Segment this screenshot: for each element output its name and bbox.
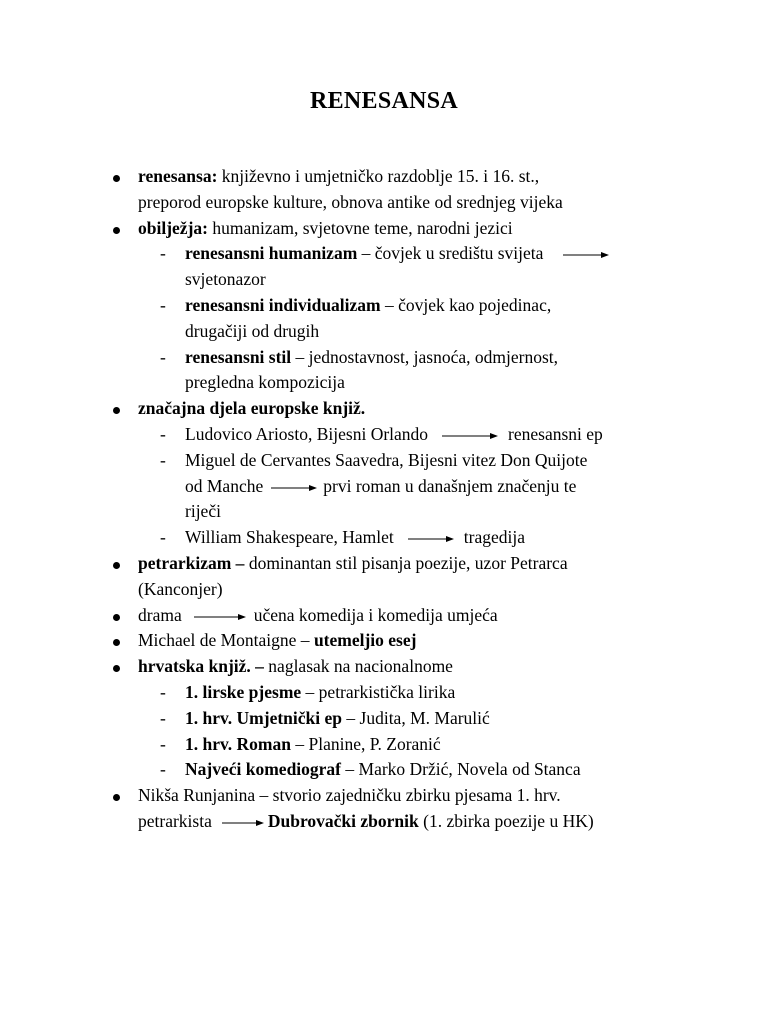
- definition: učena komedija i komedija umjeća: [253, 604, 498, 625]
- term: renesansni stil: [185, 346, 292, 367]
- bullet-icon: [113, 562, 120, 569]
- list-item-djela: [0, 396, 768, 422]
- term: 1. hrv. Roman: [185, 733, 291, 754]
- dash-marker: -: [160, 759, 166, 780]
- definition: humanizam, svjetovne teme, narodni jezici: [207, 217, 513, 238]
- genre-continued: riječi: [185, 501, 221, 522]
- dash-marker: -: [160, 681, 166, 702]
- term: značajna djela europske knjiž.: [138, 398, 366, 419]
- definition: – čovjek kao pojedinac,: [380, 294, 552, 315]
- list-item-montaigne: [0, 628, 768, 654]
- genre: prvi roman u današnjem značenju te: [323, 475, 577, 496]
- genre: tragedija: [463, 527, 525, 548]
- definition: naglasak na nacionalnome: [263, 656, 453, 677]
- definition: Nikša Runjanina – stvorio zajedničku zbirku pjesama 1. hrv.: [138, 785, 561, 806]
- definition-continued: pregledna kompozicija: [185, 372, 345, 393]
- work-title: Miguel de Cervantes Saavedra, Bijesni vitez Don Quijote: [185, 449, 588, 470]
- bullet-icon: [113, 665, 120, 672]
- term: renesansni humanizam: [185, 243, 358, 264]
- term: obilježja:: [138, 217, 208, 238]
- document-body: [0, 164, 768, 835]
- term: drama: [138, 604, 182, 625]
- right-arrow-icon: [563, 251, 609, 259]
- definition: – Planine, P. Zoranić: [290, 733, 441, 754]
- sub-item: [0, 241, 768, 267]
- term: Najveći komediograf: [185, 759, 342, 780]
- right-arrow-icon: [194, 613, 246, 621]
- term: renesansni individualizam: [185, 294, 381, 315]
- dash-marker: -: [160, 527, 166, 548]
- work-title: Ludovico Ariosto, Bijesni Orlando: [185, 423, 429, 444]
- sub-item: [0, 680, 768, 706]
- term: 1. hrv. Umjetnički ep: [185, 707, 343, 728]
- list-item-runjanina: [0, 783, 768, 809]
- work-title: William Shakespeare, Hamlet: [185, 527, 394, 548]
- definition-continued: drugačiji od drugih: [185, 320, 320, 341]
- definition-continued: preporod europske kulture, obnova antike od srednjeg vijeka: [138, 191, 563, 212]
- note: (1. zbirka poezije u HK): [418, 810, 594, 831]
- definition-continued: svjetonazor: [185, 269, 266, 290]
- list-item-hrvatska: [0, 654, 768, 680]
- definition: dominantan stil pisanja poezije, uzor Petrarca: [244, 552, 568, 573]
- sub-item: [0, 422, 768, 448]
- definition: – Marko Držić, Novela od Stanca: [341, 759, 581, 780]
- definition: – Judita, M. Marulić: [342, 707, 490, 728]
- list-item-petrarkizam: [0, 551, 768, 577]
- document-title: RENESANSA: [309, 88, 459, 114]
- bullet-icon: [113, 639, 120, 646]
- definition-continued: petrarkista: [138, 810, 212, 831]
- dash-marker: -: [160, 346, 166, 367]
- work-title-continued: od Manche: [185, 475, 264, 496]
- bullet-icon: [113, 407, 120, 414]
- bullet-icon: [113, 227, 120, 234]
- list-item-obiljezja: [0, 216, 768, 242]
- right-arrow-icon: [222, 819, 264, 827]
- term: renesansa:: [138, 166, 218, 186]
- definition: književno i umjetničko razdoblje 15. i 16. st.,: [217, 166, 540, 186]
- term: petrarkizam –: [138, 552, 245, 573]
- term: hrvatska knjiž. –: [138, 656, 264, 677]
- sub-item: [0, 706, 768, 732]
- list-item-renesansa: [0, 164, 768, 190]
- bullet-icon: [113, 175, 120, 182]
- dash-marker: -: [160, 733, 166, 754]
- sub-item: [0, 732, 768, 758]
- bullet-icon: [113, 794, 120, 801]
- sub-item: [0, 293, 768, 319]
- definition: utemeljio esej: [313, 630, 417, 651]
- dash-marker: -: [160, 423, 166, 444]
- sub-item: [0, 757, 768, 783]
- dash-marker: -: [160, 449, 166, 470]
- right-arrow-icon: [271, 484, 317, 492]
- definition: – čovjek u središtu svijeta: [357, 243, 544, 264]
- author: Michael de Montaigne –: [138, 630, 314, 651]
- bullet-icon: [113, 614, 120, 621]
- list-item-drama: [0, 603, 768, 629]
- term: 1. lirske pjesme: [185, 681, 302, 702]
- dash-marker: -: [160, 243, 166, 264]
- sub-item: [0, 345, 768, 371]
- definition-continued: (Kanconjer): [138, 578, 223, 599]
- definition: – petrarkistička lirika: [301, 681, 456, 702]
- sub-item: [0, 448, 768, 474]
- work-title: Dubrovački zbornik: [267, 810, 419, 831]
- right-arrow-icon: [442, 432, 498, 440]
- right-arrow-icon: [408, 535, 454, 543]
- definition: – jednostavnost, jasnoća, odmjernost,: [291, 346, 558, 367]
- dash-marker: -: [160, 294, 166, 315]
- sub-item: [0, 525, 768, 551]
- genre: renesansni ep: [508, 423, 603, 444]
- dash-marker: -: [160, 707, 166, 728]
